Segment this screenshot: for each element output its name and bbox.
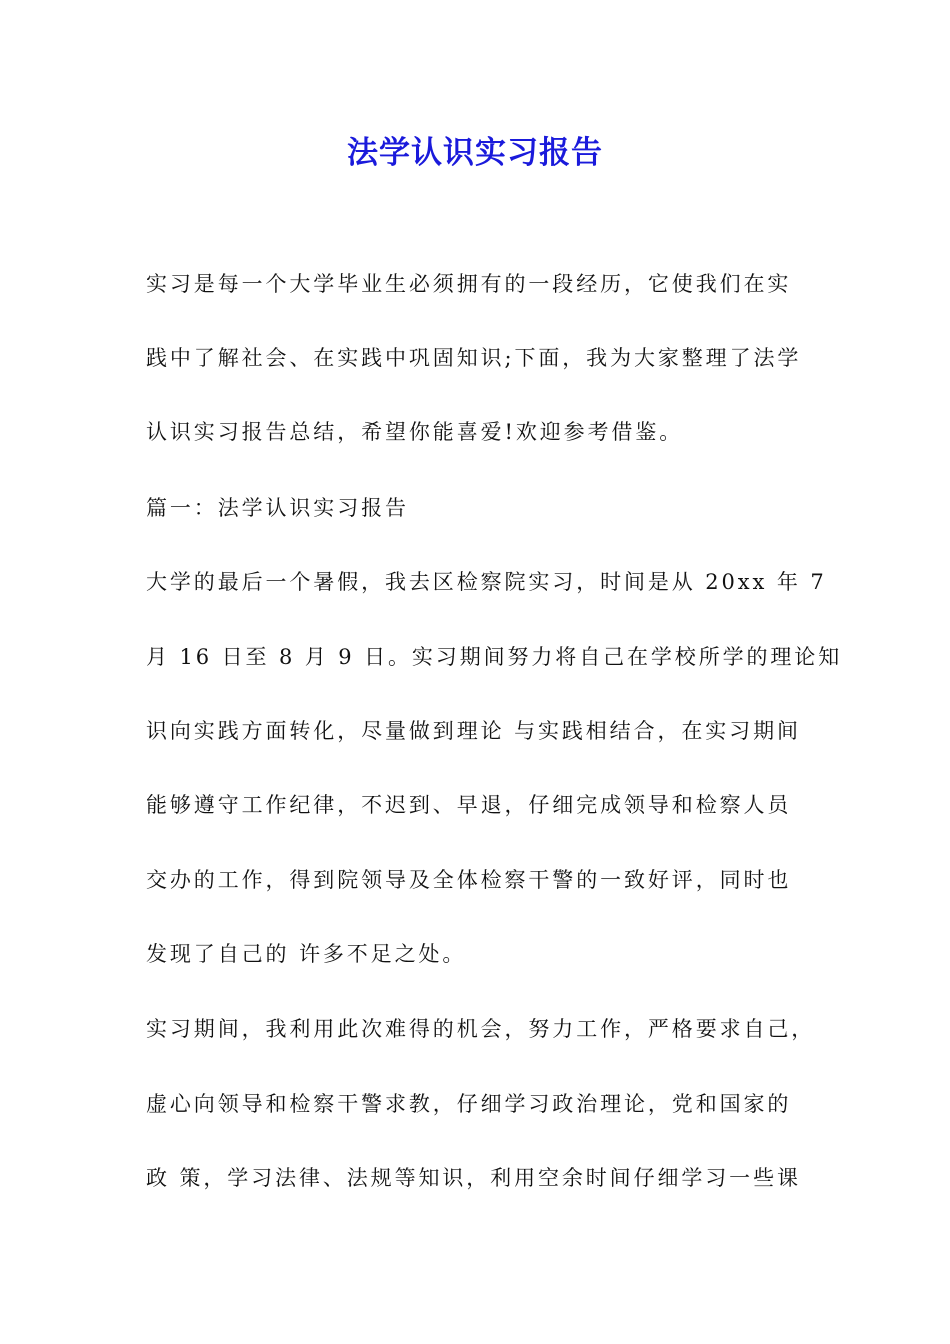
paragraph-line: 政 策，学习法律、法规等知识，利用空余时间仔细学习一些课	[146, 1166, 801, 1190]
paragraph-line: 虚心向领导和检察干警求教，仔细学习政治理论，党和国家的	[146, 1092, 792, 1116]
paragraph-line: 大学的最后一个暑假，我去区检察院实习，时间是从 20xx 年 7	[146, 570, 827, 594]
section-heading: 篇一：法学认识实习报告	[146, 496, 409, 520]
paragraph-line: 认识实习报告总结，希望你能喜爱!欢迎参考借鉴。	[146, 420, 684, 444]
paragraph-line: 月 16 日至 8 月 9 日。实习期间努力将自己在学校所学的理论知	[146, 645, 843, 669]
paragraph-line: 能够遵守工作纪律，不迟到、早退，仔细完成领导和检察人员	[146, 793, 792, 817]
paragraph-line: 交办的工作，得到院领导及全体检察干警的一致好评，同时也	[146, 868, 792, 892]
document-title: 法学认识实习报告	[347, 135, 603, 171]
paragraph-line: 识向实践方面转化，尽量做到理论 与实践相结合，在实习期间	[146, 719, 801, 743]
paragraph-line: 实习期间，我利用此次难得的机会，努力工作，严格要求自己，	[146, 1017, 816, 1041]
paragraph-line: 践中了解社会、在实践中巩固知识;下面，我为大家整理了法学	[146, 346, 802, 370]
paragraph-line: 发现了自己的 许多不足之处。	[146, 942, 467, 966]
paragraph-line: 实习是每一个大学毕业生必须拥有的一段经历，它使我们在实	[146, 272, 792, 296]
